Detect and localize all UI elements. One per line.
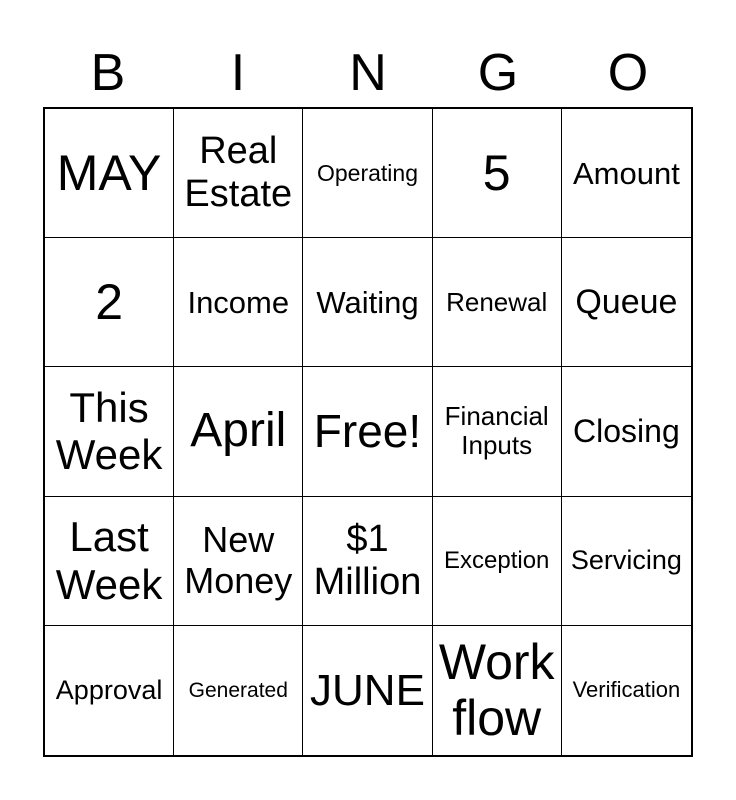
bingo-cell[interactable] (174, 238, 303, 367)
bingo-cell[interactable] (303, 497, 432, 626)
bingo-cell-label: Amount (572, 155, 680, 191)
header-letter-n: N (349, 44, 387, 102)
bingo-cell[interactable] (45, 109, 174, 238)
bingo-cell[interactable] (174, 109, 303, 238)
bingo-cell[interactable] (303, 367, 432, 496)
bingo-cell-label: Work flow (438, 633, 555, 747)
bingo-cell-label: Closing (573, 413, 680, 450)
bingo-cell[interactable] (562, 367, 691, 496)
bingo-cell[interactable] (303, 238, 432, 367)
bingo-cell-label: Verification (572, 676, 681, 702)
bingo-cell[interactable] (433, 367, 562, 496)
bingo-cell-label: Servicing (570, 545, 682, 576)
header-letter-i: I (230, 44, 246, 102)
bingo-cell-label: Income (187, 284, 290, 320)
bingo-cell[interactable] (45, 497, 174, 626)
bingo-cell-label: Waiting (316, 284, 419, 320)
bingo-header (43, 40, 693, 106)
bingo-cell-label: Generated (188, 678, 288, 702)
bingo-cell-label: $1 Million (313, 517, 422, 603)
header-letter-o: O (607, 44, 649, 102)
bingo-cell-label: Free! (313, 404, 422, 457)
bingo-cell-label: 5 (482, 144, 511, 201)
bingo-cell[interactable] (433, 626, 562, 755)
bingo-cell-label: Exception (443, 547, 550, 575)
header-letter-b: B (90, 44, 126, 102)
bingo-cell[interactable] (433, 497, 562, 626)
bingo-board (43, 107, 693, 757)
bingo-cell[interactable] (562, 626, 691, 755)
bingo-cell[interactable] (562, 109, 691, 238)
bingo-cell-label: Financial Inputs (444, 401, 549, 461)
bingo-cell-label: This Week (55, 384, 163, 479)
bingo-cell[interactable] (562, 497, 691, 626)
bingo-cell-label: Renewal (446, 286, 548, 317)
bingo-cell-label: April (190, 404, 287, 458)
bingo-cell[interactable] (174, 367, 303, 496)
bingo-cell[interactable] (433, 238, 562, 367)
bingo-cell[interactable] (45, 367, 174, 496)
bingo-cell-label: Real Estate (184, 130, 293, 216)
header-letter-g: G (477, 44, 519, 102)
bingo-cell-label: MAY (56, 144, 162, 201)
bingo-cell[interactable] (303, 626, 432, 755)
bingo-cell-label: Operating (316, 160, 418, 187)
bingo-cell[interactable] (562, 238, 691, 367)
bingo-cell-label: Last Week (55, 513, 163, 608)
bingo-cell-label: New Money (184, 519, 293, 601)
bingo-cell[interactable] (174, 626, 303, 755)
bingo-cell[interactable] (174, 497, 303, 626)
bingo-cell[interactable] (303, 109, 432, 238)
bingo-cell-label: Approval (55, 675, 163, 706)
bingo-cell-label: 2 (95, 274, 123, 331)
bingo-cell[interactable] (45, 626, 174, 755)
bingo-cell[interactable] (433, 109, 562, 238)
bingo-cell-label: Queue (575, 283, 678, 322)
bingo-cell[interactable] (45, 238, 174, 367)
bingo-cell-label: JUNE (310, 665, 425, 715)
